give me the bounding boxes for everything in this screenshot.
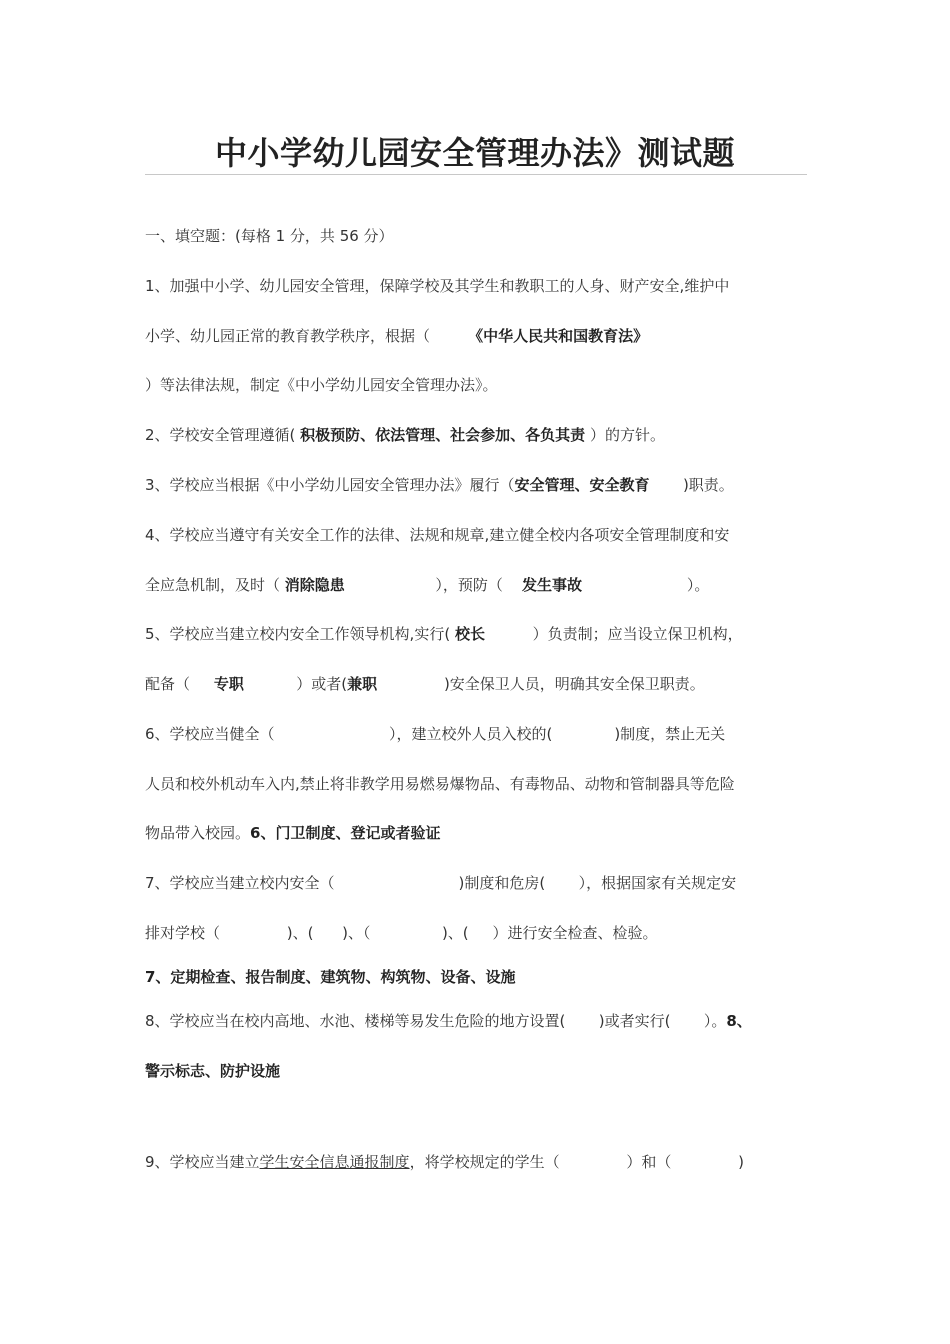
q5-text-mid: ）或者( [243,675,348,693]
q4-text-mid: ），预防（ [344,576,522,594]
q5-text: 5、学校应当建立校内安全工作领导机构,实行( [145,625,455,643]
q4-answer-1: 消除隐患 [284,576,345,594]
section-heading: 一、填空题：(每格 1 分，共 56 分） [145,227,394,245]
q4-text: 全应急机制，及时（ [145,576,285,594]
q1-answer: 《中华人民共和国教育法》 [468,327,649,345]
page-title: 中小学幼儿园安全管理办法》测试题 [214,134,735,172]
q9-link-text: 学生安全信息通报制度 [259,1153,410,1171]
q5-text-2: 配备（ [145,675,214,693]
q2-text-end: ）的方针。 [585,426,665,444]
q9-text: 9、学校应当建立 [145,1153,260,1171]
q5-line-1 [145,624,743,644]
q8-answer-number: 8、 [726,1012,752,1030]
q6-line-1: 6、学校应当健全（ ），建立校外人员入校的( )制度，禁止无关 [145,725,726,743]
q6-answer: 6、门卫制度、登记或者验证 [250,824,441,842]
q6-line-3 [145,823,440,843]
q4-line-2 [145,575,709,595]
q3-text: 3、学校应当根据《中小学幼儿园安全管理办法》履行（ [145,476,515,494]
q8-answer: 警示标志、防护设施 [145,1062,281,1080]
title-divider [145,174,807,175]
q8-text: 8、学校应当在校内高地、水池、楼梯等易发生危险的地方设置( )或者实行( ）。 [145,1012,727,1030]
q2-answer: 积极预防、依法管理、社会参加、各负其责 [300,426,586,444]
q7-line-2: 排对学校（ )、( )、（ )、( ）进行安全检查、检验。 [145,924,658,942]
q5-line-2 [145,674,705,694]
q5-text-end: ）负责制；应当设立保卫机构， [484,625,743,643]
q4-line-1: 4、学校应当遵守有关安全工作的法律、法规和规章,建立健全校内各项安全管理制度和安 [145,526,730,544]
q4-text-end: ）。 [581,576,710,594]
q5-text-end-2: )安全保卫人员，明确其安全保卫职责。 [377,675,705,693]
q5-answer-3: 兼职 [347,675,378,693]
q3-line [145,475,734,495]
q2-line [145,425,665,445]
q9-line [145,1152,744,1172]
q8-line-1 [145,1011,752,1031]
q3-answer: 安全管理、安全教育 [514,476,650,494]
q5-answer-2: 专职 [213,675,244,693]
q2-text: 2、学校安全管理遵循( [145,426,301,444]
q6-text: 物品带入校园。 [145,824,251,842]
q3-text-end: )职责。 [649,476,734,494]
q1-line-3: ）等法律法规，制定《中小学幼儿园安全管理办法》。 [145,376,498,394]
q4-answer-2: 发生事故 [521,576,582,594]
q5-answer-1: 校长 [454,625,485,643]
q1-line-1: 1、加强中小学、幼儿园安全管理，保障学校及其学生和教职工的人身、财产安全,维护中 [145,277,730,295]
q1-text: 小学、幼儿园正常的教育教学秩序，根据（ [145,327,469,345]
q1-line-2 [145,326,648,346]
q6-line-2: 人员和校外机动车入内,禁止将非教学用易燃易爆物品、有毒物品、动物和管制器具等危险 [145,775,735,793]
q7-answer: 7、定期检查、报告制度、建筑物、构筑物、设备、设施 [145,968,516,986]
q7-line-1: 7、学校应当建立校内安全（ )制度和危房( ），根据国家有关规定安 [145,874,737,892]
q9-text-end: ，将学校规定的学生（ ）和（ ) [409,1153,744,1171]
